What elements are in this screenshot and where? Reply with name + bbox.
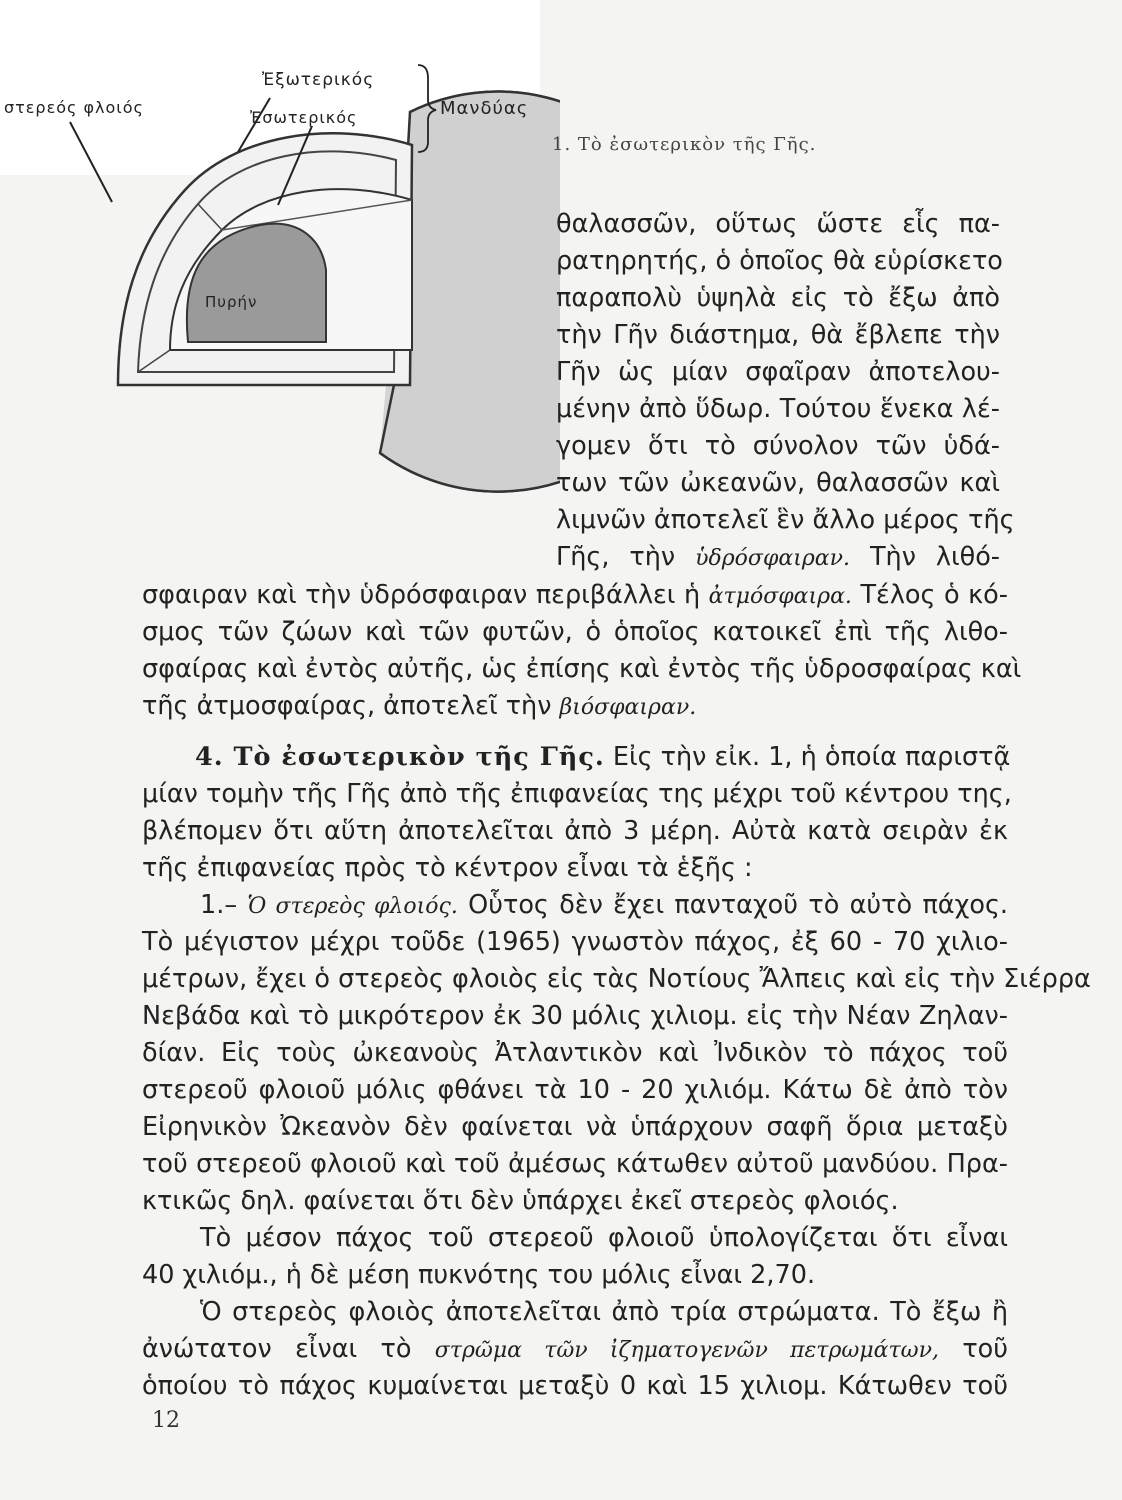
- body-line: σφαίρας καὶ ἐντὸς αὐτῆς, ὡς ἐπίσης καὶ ἐντὸς τῆς ὑδροσφαίρας καὶ: [142, 654, 1022, 684]
- term-sedimentary-layer: στρῶμα τῶν ἰζηματογενῶν πετρωμάτων,: [434, 1338, 939, 1363]
- text-segment: τοῦ: [962, 1334, 1009, 1364]
- body-line: τῆς ἐπιφανείας πρὸς τὸ κέντρον εἶναι τὰ ἑξῆς :: [142, 853, 753, 883]
- body-line: μίαν τομὴν τῆς Γῆς ἀπὸ τῆς ἐπιφανείας της μέχρι τοῦ κέντρου της,: [142, 779, 1012, 809]
- body-line: δίαν. Εἰς τοὺς ὠκεανοὺς Ἀτλαντικὸν καὶ Ἰνδικὸν τὸ πάχος τοῦ: [142, 1038, 1008, 1068]
- mantle-label: Μανδύας: [440, 98, 529, 119]
- term-biosphere: βιόσφαιραν.: [559, 695, 697, 720]
- crust-label: στερεός φλοιός: [4, 98, 144, 117]
- core-label: Πυρήν: [205, 293, 258, 311]
- text-segment: τῆς ἀτμοσφαίρας, ἀποτελεῖ τὴν: [142, 691, 552, 721]
- outer-mantle-label: Ἐξωτερικός: [262, 70, 375, 90]
- text-segment: Οὗτος δὲν ἔχει πανταχοῦ τὸ αὐτὸ πάχος.: [468, 890, 1009, 920]
- text-segment: ἀνώτατον εἶναι τὸ: [142, 1334, 412, 1364]
- body-line: ὁποίου τὸ πάχος κυμαίνεται μεταξὺ 0 καὶ 15 χιλιομ. Κάτωθεν τοῦ: [142, 1371, 1008, 1401]
- column-line: τὴν Γῆν διάστημα, θὰ ἔβλεπε τὴν: [556, 320, 1000, 350]
- body-line: στερεοῦ φλοιοῦ μόλις φθάνει τὰ 10 - 20 χιλιόμ. Κάτω δὲ ἀπὸ τὸν: [142, 1075, 1008, 1105]
- item-1-first-line: [200, 888, 1008, 924]
- text-segment: Τέλος ὁ κό-: [860, 580, 1008, 610]
- page-number: 12: [152, 1408, 180, 1433]
- column-line: παραπολὺ ὑψηλὰ εἰς τὸ ἔξω ἀπὸ: [556, 283, 1000, 313]
- item-number: 1.–: [200, 890, 238, 920]
- section-heading: 4. Τὸ ἐσωτερικὸν τῆς Γῆς.: [195, 742, 605, 772]
- column-line: λιμνῶν ἀποτελεῖ ἓν ἄλλο μέρος τῆς: [556, 505, 1015, 535]
- body-line: τοῦ στερεοῦ φλοιοῦ καὶ τοῦ ἀμέσως κάτωθεν αὐτοῦ μανδύου. Πρα-: [142, 1149, 1008, 1179]
- body-line-biosphere: [142, 689, 1008, 725]
- body-line: βλέπομεν ὅτι αὕτη ἀποτελεῖται ἀπὸ 3 μέρη. Αὐτὰ κατὰ σειρὰν ἐκ: [142, 816, 1008, 846]
- body-line: Εἰρηνικὸν Ὠκεανὸν δὲν φαίνεται νὰ ὑπάρχουν σαφῆ ὅρια μεταξὺ: [142, 1112, 1008, 1142]
- text-segment: Γῆς, τὴν: [556, 542, 676, 572]
- inner-mantle-label: Ἐσωτερικός: [250, 108, 358, 127]
- column-line: μένην ἀπὸ ὕδωρ. Τούτου ἕνεκα λέ-: [556, 394, 1000, 424]
- figure-caption: 1. Τὸ ἐσωτερικὸν τῆς Γῆς.: [552, 134, 817, 155]
- column-line: των τῶν ὠκεανῶν, θαλασσῶν καὶ: [556, 468, 1000, 498]
- body-line: Τὸ μέγιστον μέχρι τοῦδε (1965) γνωστὸν πάχος, ἐξ 60 - 70 χιλιο-: [142, 927, 1008, 957]
- body-line-atmosphere: [142, 578, 1008, 614]
- body-line: 40 χιλιόμ., ἡ δὲ μέση πυκνότης του μόλις εἶναι 2,70.: [142, 1260, 816, 1290]
- column-line: ρατηρητής, ὁ ὁποῖος θὰ εὑρίσκετο: [556, 246, 1003, 276]
- body-line: σμος τῶν ζώων καὶ τῶν φυτῶν, ὁ ὁποῖος κατοικεῖ ἐπὶ τῆς λιθο-: [142, 617, 1008, 647]
- body-line: Τὸ μέσον πάχος τοῦ στερεοῦ φλοιοῦ ὑπολογίζεται ὅτι εἶναι: [200, 1223, 1008, 1253]
- body-line: κτικῶς δηλ. φαίνεται ὅτι δὲν ὑπάρχει ἐκεῖ στερεὸς φλοιός.: [142, 1186, 899, 1216]
- section-heading-line: [195, 740, 1011, 774]
- term-hydrosphere: ὑδρόσφαιραν.: [695, 546, 850, 571]
- column-line: γομεν ὅτι τὸ σύνολον τῶν ὑδά-: [556, 431, 1000, 461]
- body-line-sedimentary: [142, 1332, 1008, 1368]
- text-segment: Εἰς τὴν εἰκ. 1, ἡ ὁποία παριστᾷ: [612, 742, 1011, 772]
- body-line: Ὁ στερεὸς φλοιὸς ἀποτελεῖται ἀπὸ τρία στρώματα. Τὸ ἔξω ἢ: [200, 1297, 1008, 1327]
- text-segment: σφαιραν καὶ τὴν ὑδρόσφαιραν περιβάλλει ἡ: [142, 580, 701, 610]
- term-atmosphere: ἀτμόσφαιρα.: [708, 584, 852, 609]
- term-solid-crust: Ὁ στερεὸς φλοιός.: [247, 894, 458, 919]
- column-line: θαλασσῶν, οὕτως ὥστε εἷς πα-: [556, 209, 1000, 239]
- body-line: μέτρων, ἔχει ὁ στερεὸς φλοιὸς εἰς τὰς Νοτίους Ἄλπεις καὶ εἰς τὴν Σιέρρα: [142, 964, 1091, 994]
- column-line: Γῆν ὡς μίαν σφαῖραν ἀποτελου-: [556, 357, 1000, 387]
- text-segment: Τὴν λιθό-: [869, 542, 1001, 572]
- body-line: Νεβάδα καὶ τὸ μικρότερον ἐκ 30 μόλις χιλιομ. εἰς τὴν Νέαν Ζηλαν-: [142, 1001, 1008, 1031]
- column-line-hydrosphere: [556, 540, 1000, 576]
